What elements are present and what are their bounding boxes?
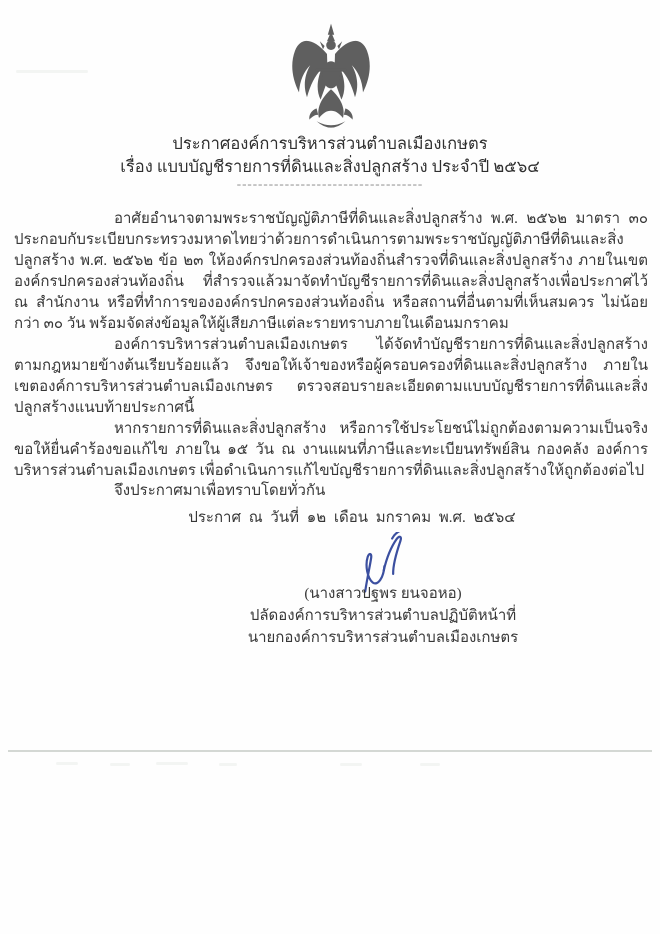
paragraph-correction-request: หากรายการที่ดินและสิ่งปลูกสร้าง หรือการใช้ประโยชน์ไม่ถูกต้องตามความเป็นจริง ขอให้ยื่นคำร้องขอแก้ไข ภายใน ๑๕ วัน ณ งานแผนที่ภาษีและทะเบียนทรัพย์สิน กองคลัง องค์การบริหารส่วนตำบลเมืองเกษตร เพื่อดำเนินการแก้ไขบัญชีรายการที่ดินและสิ่งปลูกสร้างให้ถูกต้องต่อไป xyxy=(14,421,648,479)
scan-fold-line xyxy=(8,750,652,752)
scan-smudge xyxy=(340,763,362,766)
signer-position-line-1: ปลัดองค์การบริหารส่วนตำบลปฏิบัติหน้าที่ xyxy=(249,608,517,624)
scan-smudge xyxy=(219,763,237,766)
paragraph-notice: องค์การบริหารส่วนตำบลเมืองเกษตร ได้จัดทำบัญชีรายการที่ดินและสิ่งปลูกสร้างตามกฎหมายข้างต้นเรียบร้อยแล้ว จึงขอให้เจ้าของหรือผู้ครอบครองที่ดินและสิ่งปลูกสร้าง ภายในเขตองค์การบริหารส่วนตำบลเมืองเกษตร ตรวจสอบรายละเอียดตามแบบบัญชีรายการที่ดินและสิ่งปลูกสร้างแนบท้ายประกาศนี้ xyxy=(14,337,648,416)
title-separator-dashes: ----------------------------------- xyxy=(236,176,424,191)
scan-smudge xyxy=(110,763,130,766)
scan-smudge xyxy=(16,70,88,73)
title-line-2: เรื่อง แบบบัญชีรายการที่ดินและสิ่งปลูกสร้าง ประจำปี ๒๕๖๔ xyxy=(120,157,540,176)
scan-smudge xyxy=(56,762,78,765)
signer-name: (นางสาวปฐพร ยนจอหอ) xyxy=(304,586,462,602)
thai-garuda-emblem-icon xyxy=(283,22,379,134)
closing-statement: จึงประกาศมาเพื่อทราบโดยทั่วกัน xyxy=(114,483,326,499)
scan-smudge xyxy=(156,762,188,765)
signer-block xyxy=(233,583,533,649)
title-line-1: ประกาศองค์การบริหารส่วนตำบลเมืองเกษตร xyxy=(172,134,488,153)
announcement-date: ประกาศ ณ วันที่ ๑๒ เดือน มกราคม พ.ศ. ๒๕๖๔ xyxy=(188,510,516,526)
scan-smudge xyxy=(420,763,440,766)
paragraph-legal-basis: อาศัยอำนาจตามพระราชบัญญัติภาษีที่ดินและสิ่งปลูกสร้าง พ.ศ. ๒๕๖๒ มาตรา ๓๐ ประกอบกับระเบียบกระทรวงมหาดไทยว่าด้วยการดำเนินการตามพระราชบัญญัติภาษีที่ดินและสิ่งปลูกสร้าง พ.ศ. ๒๕๖๒ ข้อ ๒๓ ให้องค์กรปกครองส่วนท้องถิ่นสำรวจที่ดินและสิ่งปลูกสร้าง ภายในเขตองค์กรปกครองส่วนท้องถิ่น ที่สำรวจแล้วมาจัดทำบัญชีรายการที่ดินและสิ่งปลูกสร้างเพื่อประกาศไว้ ณ สำนักงาน หรือที่ทำการขององค์กรปกครองส่วนท้องถิ่น หรือสถานที่อื่นตามที่เห็นสมควร ไม่น้อยกว่า ๓๐ วัน พร้อมจัดส่งข้อมูลให้ผู้เสียภาษีแต่ละรายทราบภายในเดือนมกราคม xyxy=(14,211,648,332)
signer-position-line-2: นายกองค์การบริหารส่วนตำบลเมืองเกษตร xyxy=(247,630,519,646)
document-title xyxy=(0,132,660,178)
